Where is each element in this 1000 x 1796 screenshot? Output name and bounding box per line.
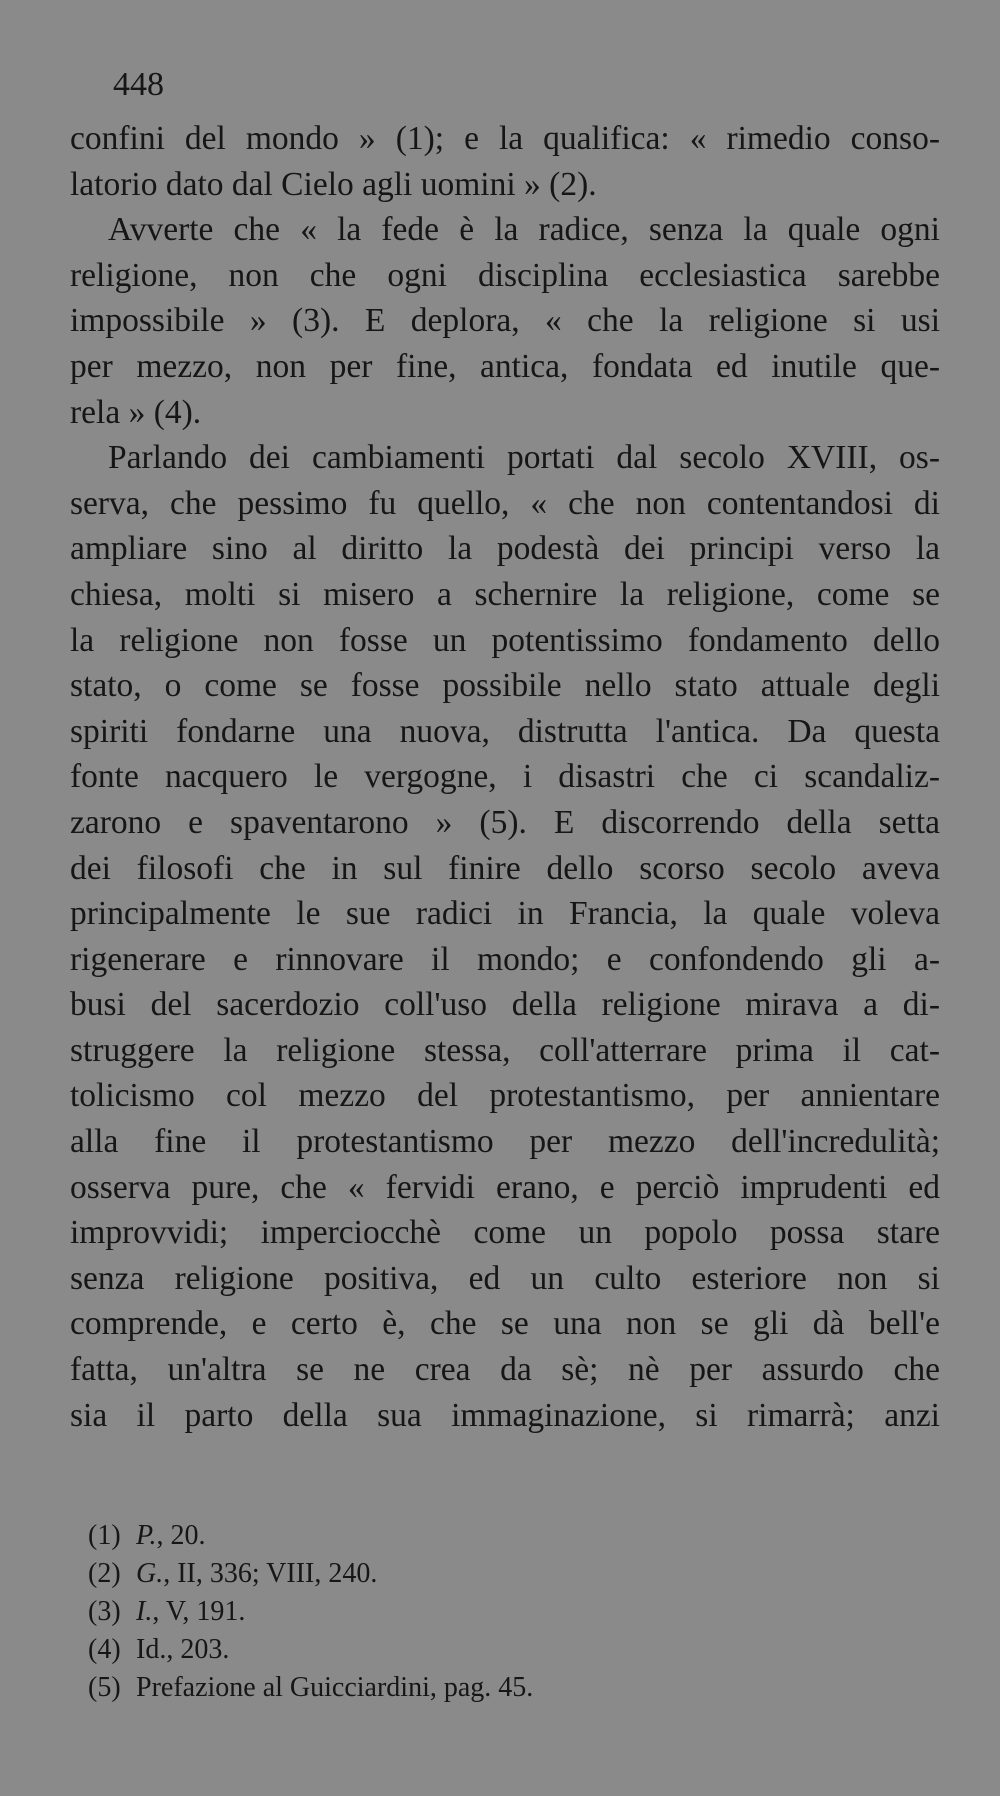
- footnote-reference: P.: [136, 1520, 157, 1551]
- footnote-reference: G.: [136, 1558, 164, 1589]
- footnote: [88, 1555, 688, 1593]
- text-line: busi del sacerdozio coll'uso della religione mirava a di-: [70, 986, 940, 1024]
- text-line: per mezzo, non per fine, antica, fondata ed inutile que-: [70, 347, 940, 385]
- text-line: zarono e spaventarono » (5). E discorrendo della setta: [70, 803, 940, 841]
- text-line: tolicismo col mezzo del protestantismo, per annientare: [70, 1077, 940, 1115]
- text-line: Avverte che « la fede è la radice, senza la quale ogni: [108, 211, 940, 249]
- footnote-marker: (4): [88, 1634, 121, 1665]
- footnote-marker: (2): [88, 1558, 121, 1589]
- text-line: chiesa, molti si misero a schernire la religione, come se: [70, 575, 940, 613]
- text-line: alla fine il protestantismo per mezzo dell'incredulità;: [70, 1123, 940, 1161]
- text-line: sia il parto della sua immaginazione, si rimarrà; anzi: [70, 1396, 940, 1434]
- text-line: rigenerare e rinnovare il mondo; e confondendo gli a-: [70, 940, 940, 978]
- text-line: spiriti fondarne una nuova, distrutta l'antica. Da questa: [70, 712, 940, 750]
- footnote-text: Id., 203.: [136, 1634, 230, 1665]
- footnote-text: , V, 191.: [152, 1596, 246, 1627]
- page-number: 448: [113, 66, 164, 103]
- text-line: impossibile » (3). E deplora, « che la religione si usi: [70, 302, 940, 340]
- footnote-text: , 20.: [156, 1520, 206, 1551]
- footnote-text: Prefazione al Guicciardini, pag. 45.: [136, 1672, 534, 1703]
- footnote-marker: (3): [88, 1596, 121, 1627]
- text-line: Parlando dei cambiamenti portati dal secolo XVIII, os-: [108, 439, 940, 477]
- text-line: confini del mondo » (1); e la qualifica: « rimedio conso-: [70, 120, 940, 157]
- footnote: [88, 1631, 688, 1669]
- footnotes: [88, 1517, 688, 1707]
- footnote-text: , II, 336; VIII, 240.: [163, 1558, 378, 1589]
- footnote: [88, 1593, 688, 1631]
- footnote: [88, 1669, 688, 1707]
- text-line: osserva pure, che « fervidi erano, e perciò imprudenti ed: [70, 1168, 940, 1206]
- footnote: [88, 1517, 688, 1555]
- text-line: dei filosofi che in sul finire dello scorso secolo aveva: [70, 849, 940, 887]
- text-line: ampliare sino al diritto la podestà dei principi verso la: [70, 530, 940, 568]
- text-line: stato, o come se fosse possibile nello stato attuale degli: [70, 667, 940, 705]
- body-text: [70, 116, 940, 1438]
- text-line: la religione non fosse un potentissimo fondamento dello: [70, 621, 940, 659]
- text-line: rela » (4).: [70, 393, 202, 431]
- text-line: comprende, e certo è, che se una non se gli dà bell'e: [70, 1305, 940, 1343]
- text-line: principalmente le sue radici in Francia, la quale voleva: [70, 895, 940, 933]
- text-line: fatta, un'altra se ne crea da sè; nè per assurdo che: [70, 1351, 940, 1389]
- text-line: fonte nacquero le vergogne, i disastri che ci scandaliz-: [70, 758, 940, 796]
- text-line: improvvidi; imperciocchè come un popolo possa stare: [70, 1214, 940, 1252]
- text-line: latorio dato dal Cielo agli uomini » (2).: [70, 165, 597, 203]
- text-line: senza religione positiva, ed un culto esteriore non si: [70, 1259, 940, 1297]
- text-line: religione, non che ogni disciplina ecclesiastica sarebbe: [70, 256, 940, 294]
- text-line: struggere la religione stessa, coll'atterrare prima il cat-: [70, 1031, 940, 1069]
- footnote-marker: (1): [88, 1520, 121, 1551]
- text-line: serva, che pessimo fu quello, « che non contentandosi di: [70, 484, 940, 522]
- footnote-marker: (5): [88, 1672, 121, 1703]
- footnote-reference: I.: [136, 1596, 153, 1627]
